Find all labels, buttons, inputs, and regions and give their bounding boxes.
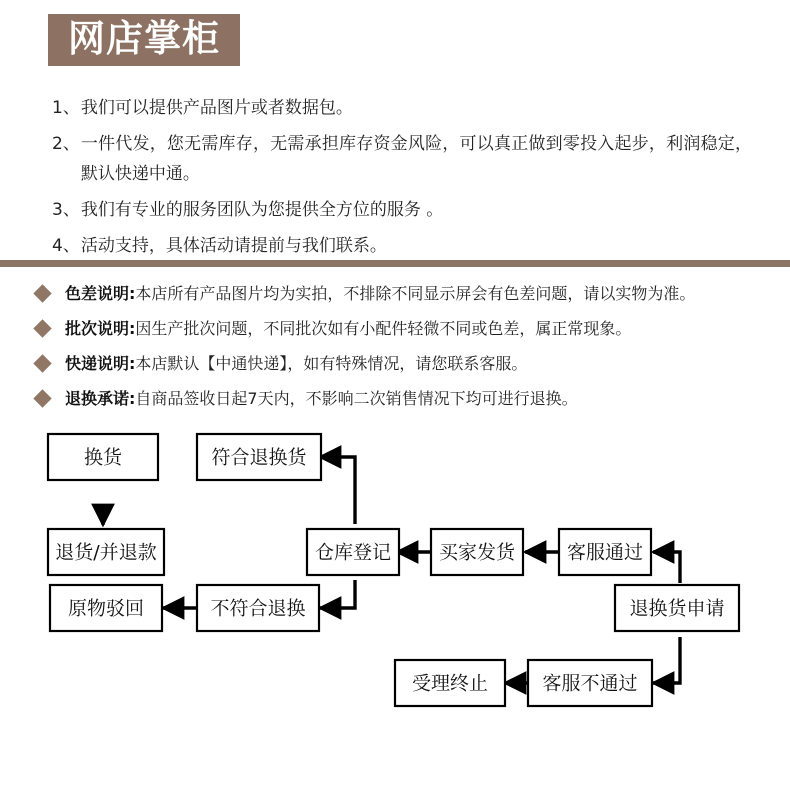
diamond-icon [33, 284, 51, 302]
return-exchange-flowchart [0, 425, 790, 745]
flow-label-return-refund: 退货/并退款 [55, 541, 157, 564]
flow-label-service-approve: 客服通过 [566, 541, 644, 564]
flow-label-not-eligible: 不符合退换 [210, 597, 306, 620]
connector-warehouse-to-eligible [320, 457, 355, 524]
flow-label-service-reject: 客服不通过 [542, 672, 638, 695]
diamond-icon [33, 319, 51, 337]
note-label: 色差说明: [65, 284, 136, 303]
note-item-return-promise [36, 388, 776, 410]
list-item-text: 我们可以提供产品图片或者数据包。 [80, 98, 353, 118]
numbered-notes-list [52, 93, 752, 267]
list-item [52, 195, 752, 225]
note-text: 因生产批次问题，不同批次如有小配件轻微不同或色差，属正常现象。 [135, 319, 632, 338]
flow-label-buyer-ship: 买家发货 [438, 541, 516, 564]
section-divider [0, 260, 790, 267]
flow-label-warehouse-log: 仓库登记 [314, 541, 392, 564]
note-item-shipping [36, 353, 776, 375]
list-item-marker: 2、 [52, 134, 80, 154]
note-label: 批次说明: [65, 319, 136, 338]
note-label: 退换承诺: [65, 389, 136, 408]
note-item-batch [36, 318, 776, 340]
policy-notes-list [36, 283, 776, 423]
note-item-color-difference [36, 283, 776, 305]
flow-nodes [48, 434, 739, 706]
flow-label-original-reject: 原物驳回 [67, 597, 145, 620]
list-item [52, 93, 752, 123]
list-item-marker: 4、 [52, 236, 80, 256]
list-item-text: 活动支持，具体活动请提前与我们联系。 [80, 236, 387, 256]
connector-warehouse-to-not-eligible [320, 580, 355, 608]
page-title-badge: 网店掌柜 [48, 14, 240, 66]
flow-label-case-closed: 受理终止 [411, 672, 489, 695]
connector-request-to-reject [653, 637, 680, 683]
note-text: 本店默认【中通快递】，如有特殊情况，请您联系客服。 [135, 354, 528, 373]
list-item-text: 我们有专业的服务团队为您提供全方位的服务 。 [80, 200, 444, 220]
list-item-text: 一件代发，您无需库存，无需承担库存资金风险，可以真正做到零投入起步，利润稳定，默认快递中通。 [80, 134, 752, 184]
flow-label-return-request: 退换货申请 [629, 597, 725, 620]
list-item-marker: 1、 [52, 98, 80, 118]
flow-label-exchange: 换货 [83, 446, 123, 469]
note-label: 快递说明: [65, 354, 136, 373]
diamond-icon [33, 389, 51, 407]
note-text: 自商品签收日起7天内，不影响二次销售情况下均可进行退换。 [135, 389, 578, 408]
list-item [52, 231, 752, 261]
flow-label-eligible: 符合退换货 [211, 446, 307, 469]
note-text: 本店所有产品图片均为实拍，不排除不同显示屏会有色差问题，请以实物为准。 [135, 284, 696, 303]
diamond-icon [33, 354, 51, 372]
list-item [52, 129, 752, 189]
connector-request-to-approve [653, 552, 680, 583]
list-item-marker: 3、 [52, 200, 80, 220]
